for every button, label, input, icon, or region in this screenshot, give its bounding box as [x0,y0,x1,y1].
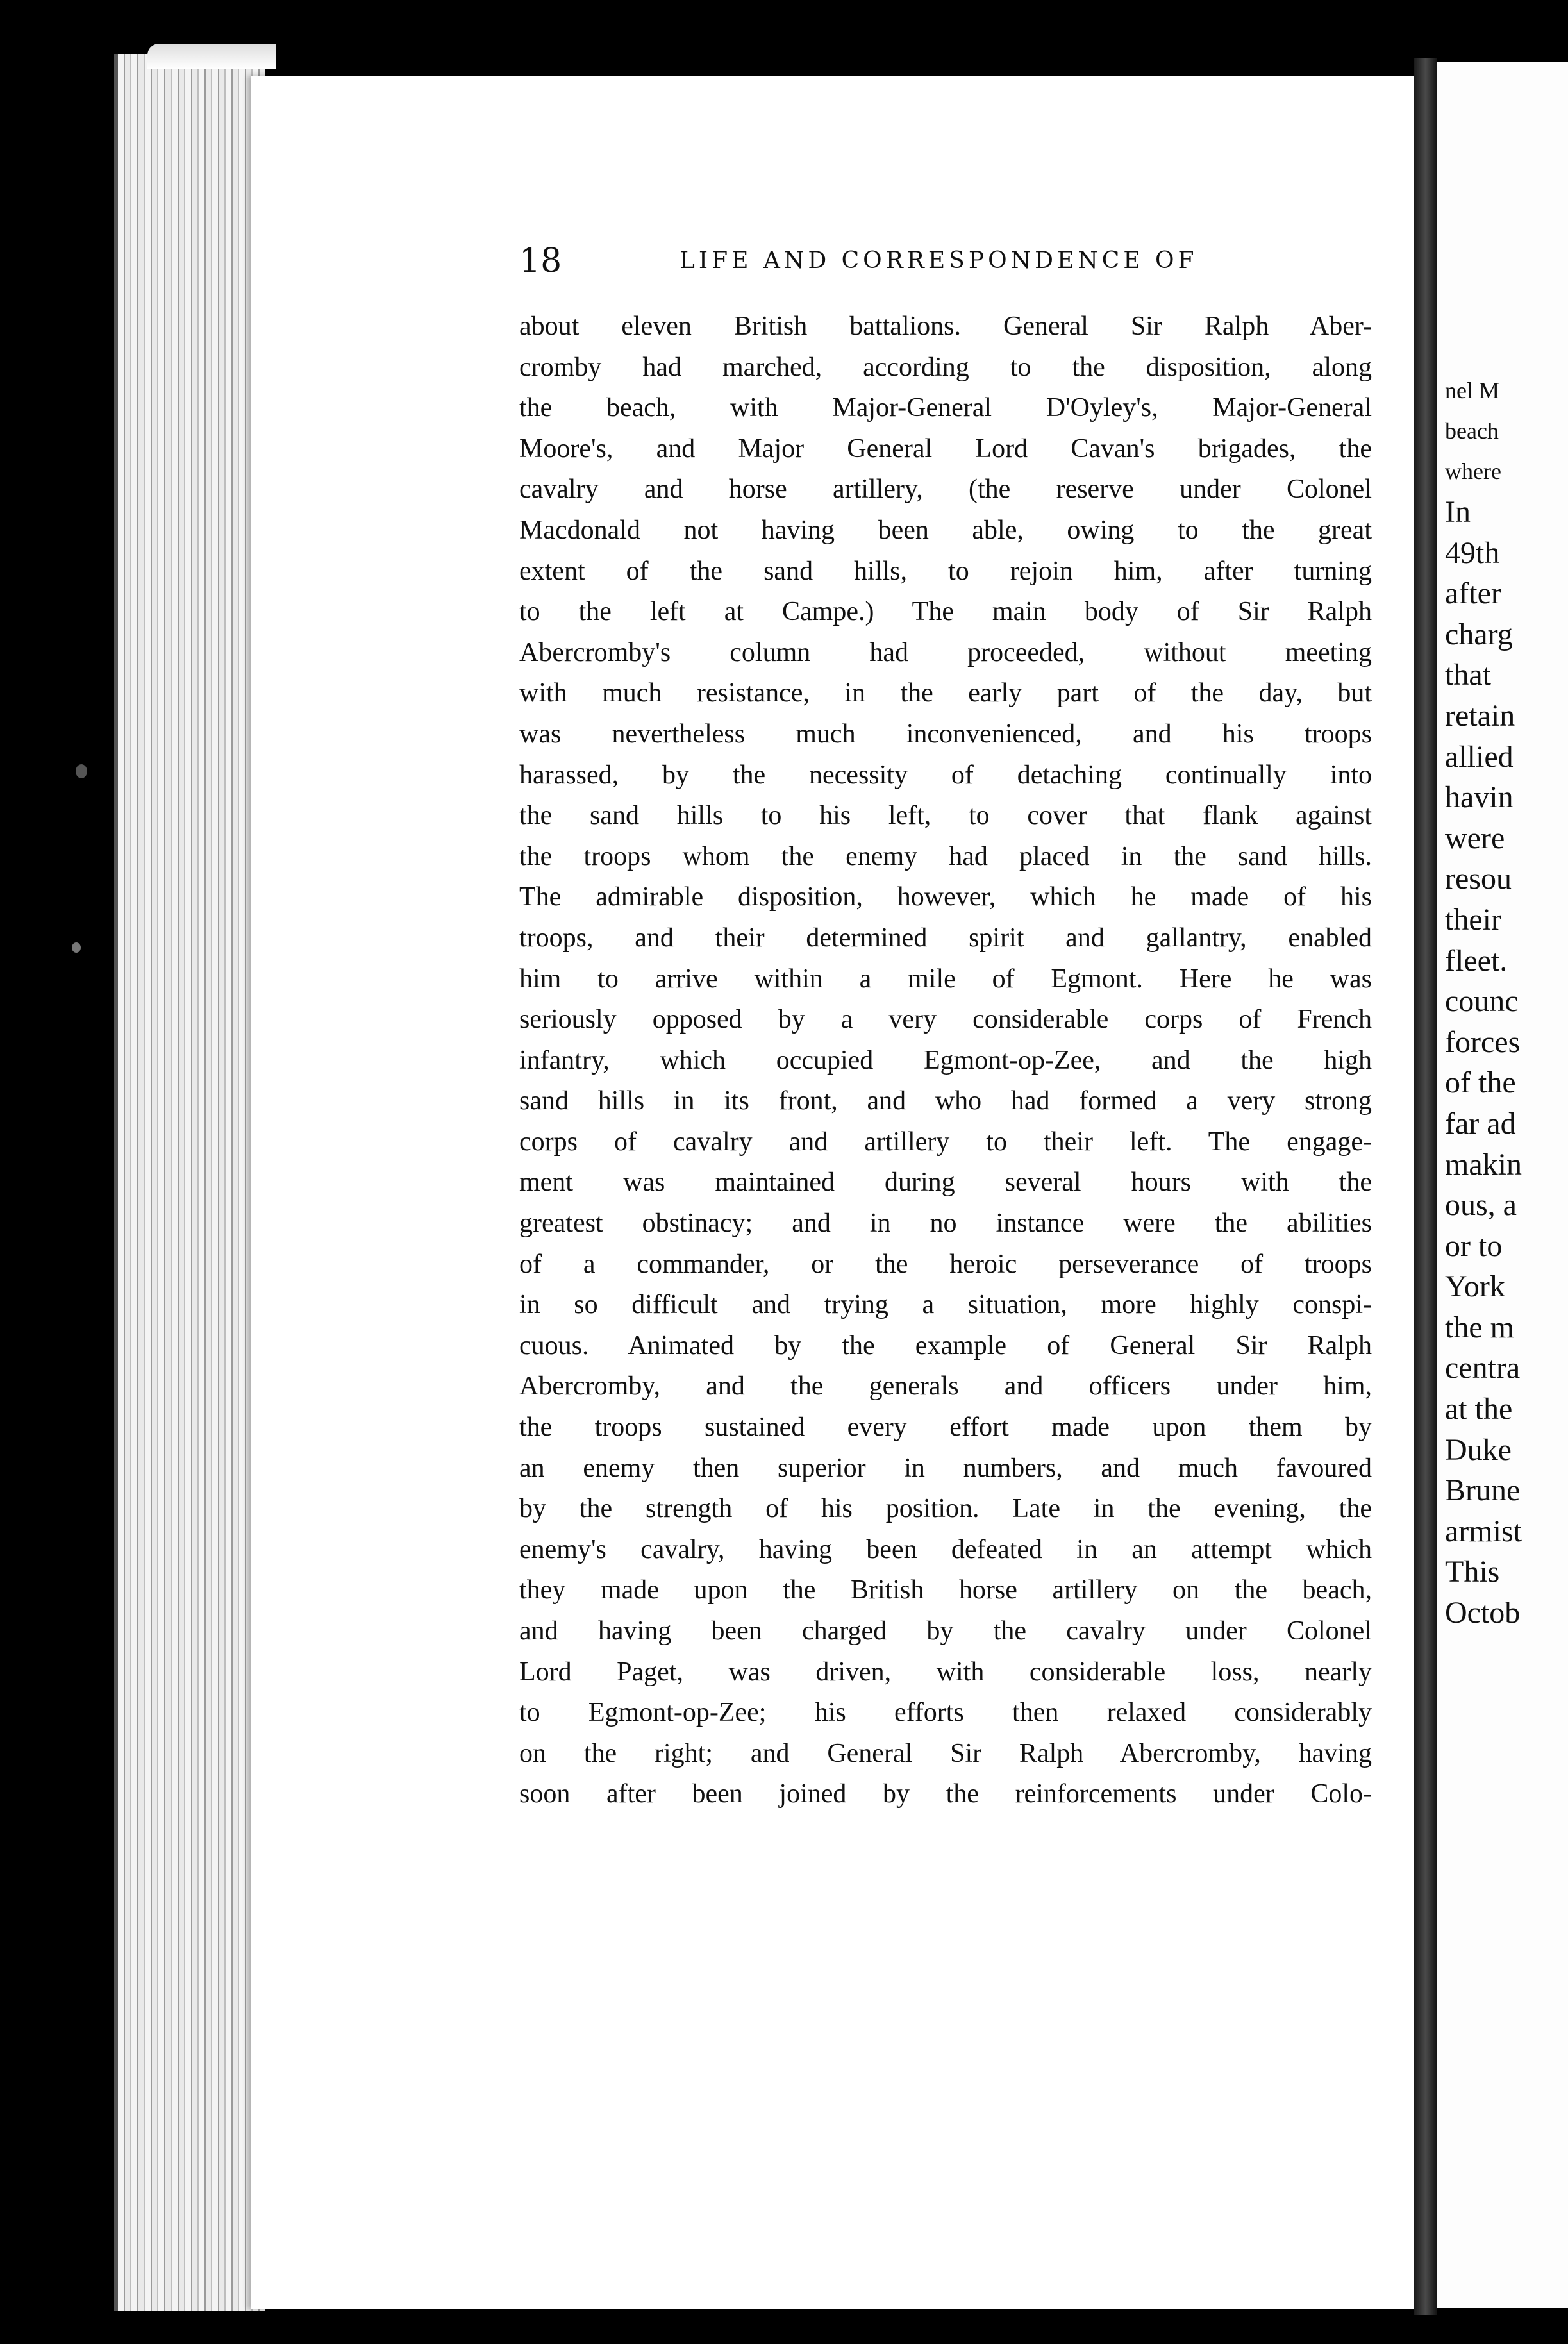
text-line: The admirable disposition, however, which he made of his [519,882,1372,912]
text-line: seriously opposed by a very considerable corps of French [519,1005,1372,1035]
text-line: corps of cavalry and artillery to their left. The engage- [519,1126,1372,1157]
text-line: to the left at Campe.) The main body of Sir Ralph [519,597,1372,627]
text-line: sand hills in its front, and who had formed a very strong [519,1086,1372,1116]
stacked-page-edges [114,54,265,2311]
facing-page [1437,62,1568,2308]
facing-text-line: their [1445,902,1501,937]
text-line: of a commander, or the heroic perseverance of troops [519,1249,1372,1279]
text-line: and having been charged by the cavalry under Colonel [519,1616,1372,1646]
facing-text-line: Brune [1445,1473,1521,1508]
text-line: greatest obstinacy; and in no instance were the abilities [519,1209,1372,1239]
facing-text-line: This [1445,1555,1500,1589]
facing-text-line: where [1445,458,1501,484]
facing-text-line: makin [1445,1147,1522,1182]
page-edges-top-curl [147,44,276,69]
margin-speck [76,764,87,778]
facing-text-line: charg [1445,617,1513,651]
facing-text-line: after [1445,576,1501,611]
facing-text-line: far ad [1445,1106,1516,1141]
text-line: cromby had marched, according to the disposition, along [519,352,1372,382]
text-line: to Egmont-op-Zee; his efforts then relaxed considerably [519,1698,1372,1728]
facing-text-line: of the [1445,1066,1516,1100]
text-line: they made upon the British horse artillery on the beach, [519,1575,1372,1605]
text-line: Abercromby's column had proceeded, without meeting [519,637,1372,667]
facing-page-text [1445,371,1522,1634]
facing-text-line: York [1445,1269,1505,1304]
facing-text-line: forces [1445,1025,1521,1059]
running-head [519,239,1353,283]
facing-text-line: or to [1445,1228,1503,1263]
text-line: the troops sustained every effort made upon them by [519,1412,1372,1443]
facing-text-line: resou [1445,862,1512,896]
text-line: soon after been joined by the reinforcements under Colo- [519,1779,1372,1809]
facing-text-line: beach [1445,418,1499,444]
facing-text-line: the m [1445,1310,1514,1344]
text-line: on the right; and General Sir Ralph Abercromby, having [519,1738,1372,1768]
page-number: 18 [519,242,562,280]
facing-text-line: fleet. [1445,943,1508,978]
facing-text-line: at the [1445,1392,1513,1427]
running-head-title: LIFE AND CORRESPONDENCE OF [680,247,1198,274]
facing-text-line: 49th [1445,535,1500,570]
text-line: the beach, with Major-General D'Oyley's, Major-General [519,393,1372,423]
facing-text-line: armist [1445,1514,1522,1548]
text-line: was nevertheless much inconvenienced, and his troops [519,719,1372,749]
book-gutter [1414,58,1437,2315]
text-line: by the strength of his position. Late in the evening, the [519,1494,1372,1524]
text-line: infantry, which occupied Egmont-op-Zee, and the high [519,1045,1372,1075]
facing-text-line: that [1445,658,1491,692]
facing-text-line: centra [1445,1351,1521,1385]
text-line: Moore's, and Major General Lord Cavan's brigades, the [519,433,1372,464]
text-line: extent of the sand hills, to rejoin him, after turning [519,556,1372,586]
text-line: Abercromby, and the generals and officers under him, [519,1371,1372,1402]
text-line: harassed, by the necessity of detaching continually into [519,760,1372,790]
facing-text-line: havin [1445,780,1514,815]
text-line: Lord Paget, was driven, with considerable loss, nearly [519,1657,1372,1687]
text-line: Macdonald not having been able, owing to the great [519,515,1372,545]
facing-text-line: retain [1445,698,1515,733]
text-line: cuous. Animated by the example of General Sir Ralph [519,1330,1372,1360]
text-line: ment was maintained during several hours with the [519,1168,1372,1198]
text-line: about eleven British battalions. General Sir Ralph Aber- [519,312,1372,341]
facing-text-line: counc [1445,984,1519,1019]
text-line: the sand hills to his left, to cover that flank against [519,801,1372,831]
text-line: with much resistance, in the early part of the day, but [519,678,1372,708]
facing-text-line: allied [1445,739,1514,774]
text-line: the troops whom the enemy had placed in the sand hills. [519,841,1372,871]
facing-text-line: Duke [1445,1432,1512,1467]
facing-text-line: nel M [1445,378,1499,403]
body-text [519,306,1372,1815]
text-line: cavalry and horse artillery, (the reserve under Colonel [519,474,1372,505]
margin-speck [72,942,81,953]
text-line: an enemy then superior in numbers, and much favoured [519,1453,1372,1483]
text-line: him to arrive within a mile of Egmont. Here he was [519,964,1372,994]
facing-text-line: Octob [1445,1596,1521,1630]
facing-text-line: ous, a [1445,1188,1517,1223]
facing-text-line: were [1445,821,1505,855]
text-line: troops, and their determined spirit and gallantry, enabled [519,923,1372,953]
text-line: in so difficult and trying a situation, more highly conspi- [519,1290,1372,1320]
text-line: enemy's cavalry, having been defeated in an attempt which [519,1534,1372,1564]
facing-text-line: In [1445,495,1471,529]
